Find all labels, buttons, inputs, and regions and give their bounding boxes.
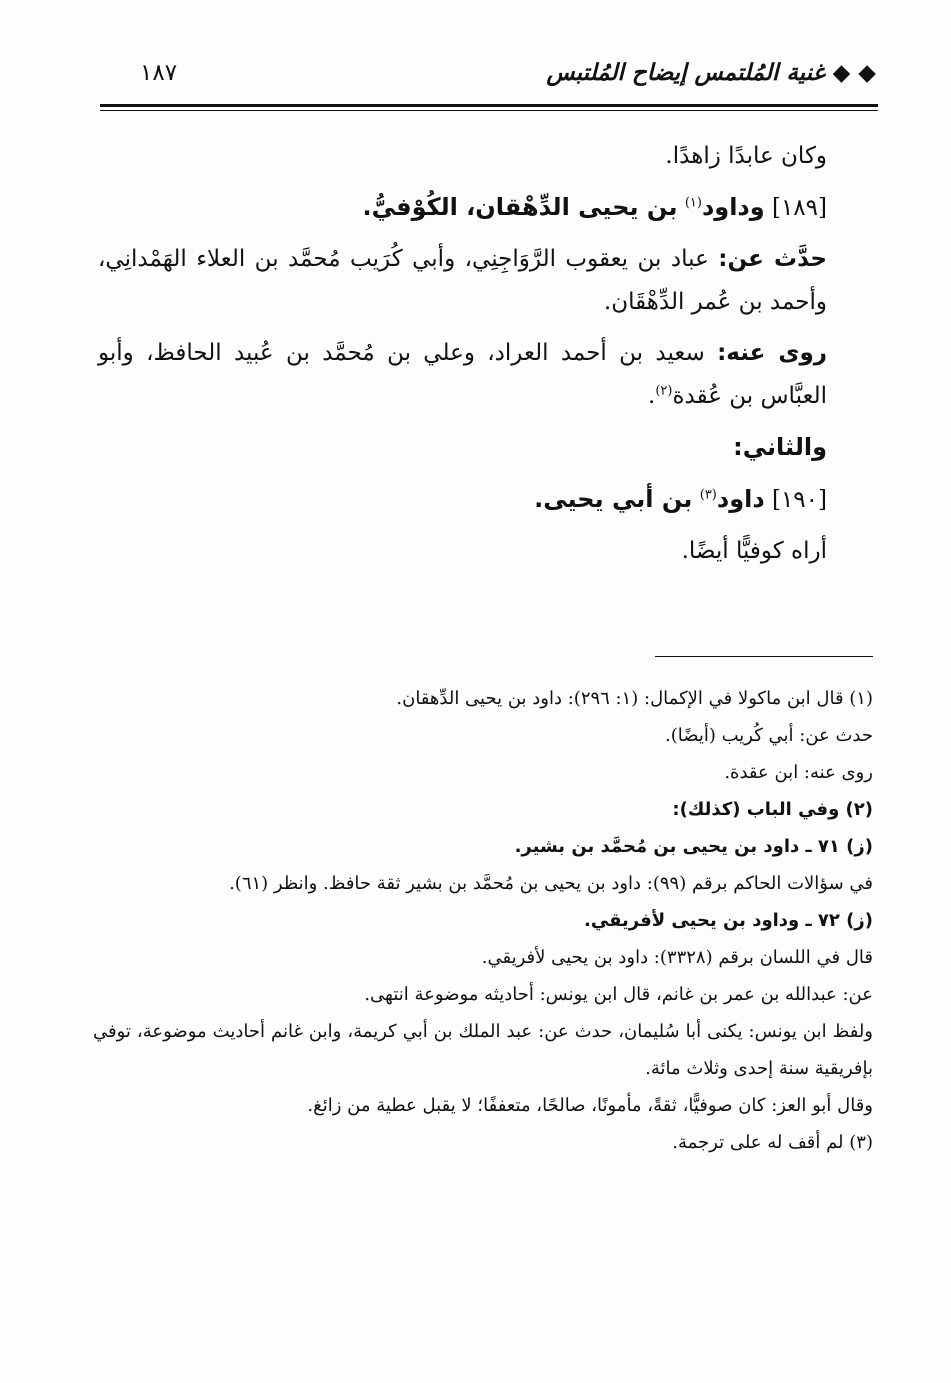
footnote-2-line-8: وقال أبو العز: كان صوفيًّا، ثقةً، مأمونًا، صالحًا، متعففًا؛ لا يقبل عطية من زائغ.	[307, 1095, 873, 1116]
footnote-1-line-1: (١) قال ابن ماكولا في الإكمال: (١: ٢٩٦): داود بن يحيى الدِّهقان.	[396, 688, 873, 709]
footnote-2-line-2: (ز) ٧١ ـ داود بن يحيى بن مُحمَّد بن بشير.	[514, 836, 873, 857]
entry-189-heading	[98, 186, 873, 230]
footnote-1-line-3: روى عنه: ابن عقدة.	[724, 762, 873, 783]
entry-190-heading	[98, 478, 873, 522]
entry-189-number: [١٨٩]	[771, 195, 827, 221]
footnote-separator	[655, 656, 873, 657]
rawa-text-a: سعيد بن أحمد العراد، وعلي بن مُحمَّد بن عُبيد الحافظ، وأبو العبَّاس بن عُقدة	[98, 340, 827, 409]
footnote-2-line-6: عن: عبدالله بن عمر بن غانم، قال ابن يونس: أحاديثه موضوعة انتهى.	[364, 984, 873, 1005]
entry-190-number: [١٩٠]	[771, 487, 827, 513]
main-line-1: وكان عابدًا زاهدًا.	[665, 143, 827, 169]
footnotes	[93, 680, 873, 1161]
entry-190-name-a: داود	[716, 485, 765, 513]
footnote-ref-1: (١)	[684, 195, 702, 211]
running-title: ◆ ◆ غنية المُلتمس إيضاح المُلتبس	[546, 60, 876, 86]
running-header	[100, 58, 876, 98]
footnote-ref-2: (٢)	[655, 383, 673, 399]
haddath-paragraph	[98, 238, 873, 324]
footnote-2-line-7: ولفظ ابن يونس: يكنى أبا سُليمان، حدث عن: عبد الملك بن أبي كريمة، وابن غانم أحاديث موضوعة، توفي بإفريقية سنة إحدى وثلاث مائة.	[93, 1021, 873, 1079]
second-label: والثاني:	[733, 433, 827, 461]
rawa-text-b: .	[648, 383, 656, 409]
haddath-text: عباد بن يعقوب الرَّوَاجِنِي، وأبي كُرَيب مُحمَّد بن العلاء الهَمْدانِي، وأحمد بن عُمر الدِّهْقَان.	[98, 246, 827, 315]
haddath-label: حدَّث عن:	[718, 246, 827, 272]
footnote-ref-3: (٣)	[699, 487, 717, 503]
rawa-label: روى عنه:	[717, 340, 828, 366]
header-rule-thick	[100, 104, 878, 107]
rawa-paragraph	[98, 332, 873, 418]
footnote-3-line-1: (٣) لم أقف له على ترجمة.	[672, 1132, 873, 1153]
footnote-2-line-1: (٢) وفي الباب (كذلك):	[672, 799, 873, 820]
main-text	[98, 135, 873, 573]
header-rule-thin	[100, 110, 878, 111]
entry-189-name-b: بن يحيى الدِّهْقان، الكُوْفيُّ.	[362, 193, 678, 221]
entry-189-name-a: وداود	[701, 193, 765, 221]
page-number: ١٨٧	[140, 60, 178, 86]
footnote-1-line-2: حدث عن: أبي كُريب (أيضًا).	[665, 725, 873, 746]
second-label-line	[98, 426, 873, 470]
entry-190-name-b: بن أبي يحيى.	[534, 485, 693, 513]
footnote-2-line-5: قال في اللسان برقم (٣٣٢٨): داود بن يحيى لأفريقي.	[481, 947, 873, 968]
footnote-2-line-4: (ز) ٧٢ ـ وداود بن يحيى لأفريقي.	[584, 910, 873, 931]
main-last-line: أراه كوفيًّا أيضًا.	[681, 538, 827, 564]
footnote-2-line-3: في سؤالات الحاكم برقم (٩٩): داود بن يحيى بن مُحمَّد بن بشير ثقة حافظ. وانظر (٦١).	[229, 873, 873, 894]
